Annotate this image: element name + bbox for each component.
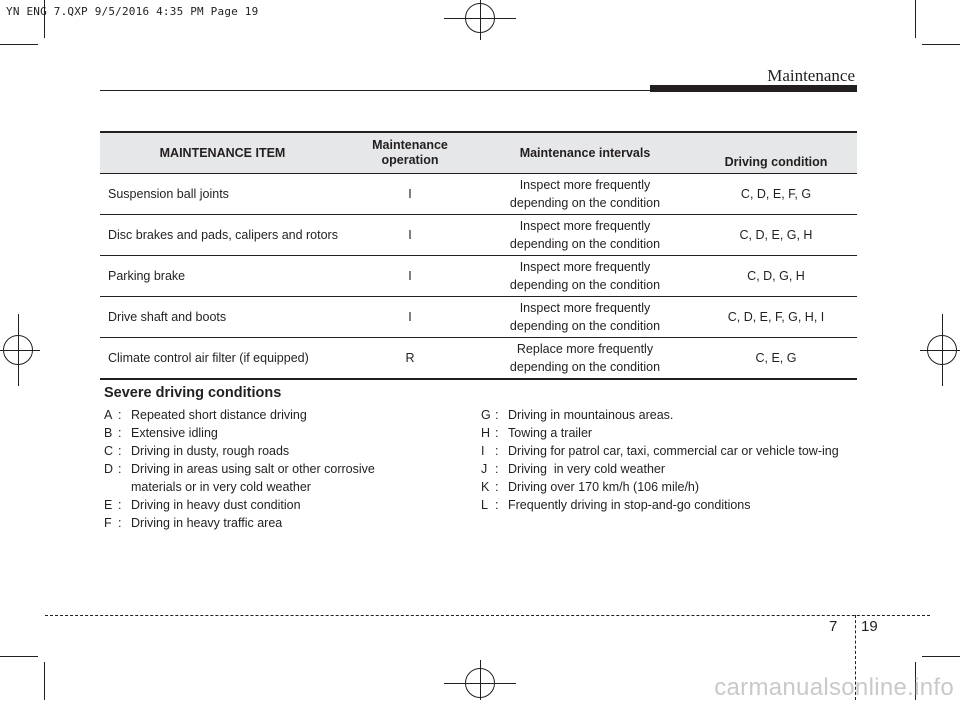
cell-condition: C, D, G, H — [695, 256, 857, 297]
footer-rule — [45, 615, 930, 616]
header-item: MAINTENANCE ITEM — [100, 132, 345, 174]
condition-separator: : — [495, 426, 499, 440]
cell-interval — [475, 297, 695, 338]
cell-condition: C, D, E, G, H — [695, 215, 857, 256]
condition-item — [481, 442, 861, 460]
crop-mark — [922, 44, 960, 45]
condition-separator: : — [495, 498, 499, 512]
condition-item — [104, 496, 424, 514]
condition-item — [481, 478, 861, 496]
condition-text: Driving over 170 km/h (106 mile/h) — [508, 480, 700, 494]
header-rule-bar — [650, 85, 857, 92]
cell-interval-line1: Inspect more frequently — [519, 178, 651, 192]
condition-key: K — [481, 480, 490, 494]
condition-key: G — [481, 408, 491, 422]
condition-key: D — [104, 462, 114, 476]
cell-condition: C, E, G — [695, 338, 857, 380]
crop-mark — [915, 0, 916, 38]
condition-text: Extensive idling — [131, 426, 218, 440]
cell-interval-line2: depending on the condition — [509, 319, 661, 333]
condition-separator: : — [495, 408, 499, 422]
watermark: carmanualsonline.info — [714, 674, 954, 701]
table-row — [100, 215, 857, 256]
cell-interval-line1: Replace more frequently — [516, 342, 654, 356]
conditions-list-right — [481, 406, 861, 514]
condition-key: A — [104, 408, 113, 422]
condition-item — [104, 406, 424, 424]
condition-key: I — [481, 444, 485, 458]
condition-text: Driving in dusty, rough roads — [131, 444, 290, 458]
cell-interval-line2: depending on the condition — [509, 196, 661, 210]
cell-operation: I — [345, 297, 475, 338]
condition-item — [104, 424, 424, 442]
crop-mark — [922, 656, 960, 657]
cell-operation: I — [345, 174, 475, 215]
condition-item — [104, 460, 424, 496]
header-operation-line2: operation — [381, 153, 439, 167]
printer-slug: YN ENG 7.QXP 9/5/2016 4:35 PM Page 19 — [6, 5, 259, 18]
condition-separator: : — [495, 480, 499, 494]
cell-interval-line1: Inspect more frequently — [519, 301, 651, 315]
cell-interval-line2: depending on the condition — [509, 237, 661, 251]
page-number: 19 — [861, 618, 878, 635]
severe-conditions-title: Severe driving conditions — [104, 385, 282, 401]
condition-key: H — [481, 426, 491, 440]
condition-key: C — [104, 444, 114, 458]
condition-separator: : — [118, 498, 122, 512]
condition-separator: : — [118, 426, 122, 440]
crop-mark — [44, 662, 45, 700]
condition-text: Driving in mountainous areas. — [508, 408, 674, 422]
condition-key: J — [481, 462, 488, 476]
cell-interval — [475, 338, 695, 380]
cell-condition: C, D, E, F, G, H, I — [695, 297, 857, 338]
crop-mark — [0, 44, 38, 45]
condition-item — [104, 514, 424, 532]
condition-text: Driving in heavy traffic area — [131, 516, 283, 530]
condition-text: Driving in very cold weather — [508, 462, 666, 476]
table-row — [100, 174, 857, 215]
condition-separator: : — [495, 462, 499, 476]
cell-condition: C, D, E, F, G — [695, 174, 857, 215]
condition-separator: : — [495, 444, 499, 458]
condition-key: F — [104, 516, 112, 530]
cell-item: Disc brakes and pads, calipers and rotors — [100, 215, 345, 256]
cell-operation: R — [345, 338, 475, 380]
condition-item — [104, 442, 424, 460]
cell-interval-line2: depending on the condition — [509, 278, 661, 292]
condition-text: Towing a trailer — [508, 426, 593, 440]
table-row — [100, 297, 857, 338]
chapter-number: 7 — [829, 618, 838, 635]
condition-text: Repeated short distance driving — [131, 408, 307, 422]
section-title: Maintenance — [767, 66, 855, 85]
condition-item — [481, 424, 861, 442]
cell-operation: I — [345, 215, 475, 256]
cell-interval — [475, 174, 695, 215]
crop-mark — [44, 0, 45, 38]
header-intervals: Maintenance intervals — [475, 132, 695, 174]
table-row — [100, 256, 857, 297]
cell-interval — [475, 215, 695, 256]
condition-separator: : — [118, 408, 122, 422]
table-row — [100, 338, 857, 380]
cell-interval — [475, 256, 695, 297]
condition-key: B — [104, 426, 113, 440]
header-operation-line1: Maintenance — [372, 138, 448, 152]
header-condition: Driving condition — [695, 132, 857, 174]
condition-item — [481, 460, 861, 478]
cell-item: Suspension ball joints — [100, 174, 345, 215]
maintenance-table — [100, 131, 857, 380]
condition-separator: : — [118, 516, 122, 530]
table-header-row — [100, 132, 857, 174]
condition-separator: : — [118, 462, 122, 476]
cell-item: Drive shaft and boots — [100, 297, 345, 338]
condition-key: E — [104, 498, 113, 512]
header-operation — [345, 132, 475, 174]
cell-item: Climate control air filter (if equipped) — [100, 338, 345, 380]
cell-operation: I — [345, 256, 475, 297]
condition-separator: : — [118, 444, 122, 458]
header-rule — [100, 90, 650, 91]
condition-text: Driving in areas using salt or other corrosive materials or in very cold weather — [131, 462, 375, 494]
condition-key: L — [481, 498, 488, 512]
cell-interval-line1: Inspect more frequently — [519, 219, 651, 233]
cell-item: Parking brake — [100, 256, 345, 297]
cell-interval-line1: Inspect more frequently — [519, 260, 651, 274]
condition-item — [481, 406, 861, 424]
crop-mark — [0, 656, 38, 657]
condition-item — [481, 496, 861, 514]
condition-text: Frequently driving in stop-and-go conditions — [508, 498, 751, 512]
conditions-list-left — [104, 406, 424, 532]
condition-text: Driving in heavy dust condition — [131, 498, 301, 512]
cell-interval-line2: depending on the condition — [509, 360, 661, 374]
condition-text: Driving for patrol car, taxi, commercial car or vehicle tow-ing — [508, 444, 839, 458]
